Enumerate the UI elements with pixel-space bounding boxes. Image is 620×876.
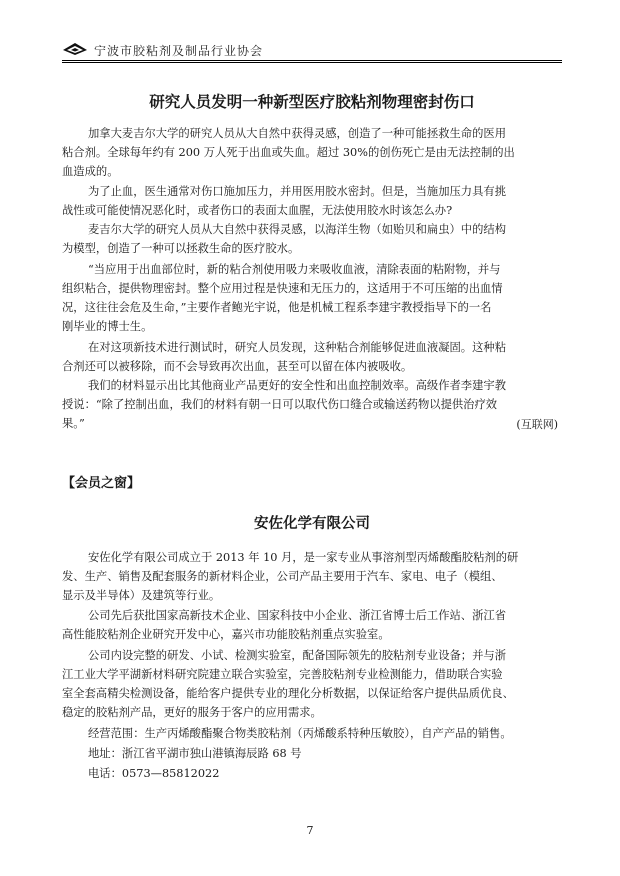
text-line: 电话：0573—85812022 (88, 767, 220, 780)
text-line: 血造成的。 (62, 165, 119, 178)
header-rule-thin (62, 62, 562, 63)
text-line: 发、生产、销售及配套服务的新材料企业，公司产品主要用于汽车、家电、电子（模组、 (62, 570, 503, 583)
article-paragraph-2 (62, 182, 562, 220)
company-business-scope (62, 724, 562, 743)
company-paragraph-1 (62, 548, 562, 605)
text-line: 麦吉尔大学的研究人员从大自然中获得灵感，以海洋生物（如贻贝和扁虫）中的结构 (88, 223, 506, 236)
text-line: 显示及半导体）及建筑等行业。 (62, 589, 221, 602)
company-title: 安佐化学有限公司 (254, 516, 370, 532)
text-line: 合剂还可以被移除，而不会导致再次出血，甚至可以留在体内被吸收。 (62, 360, 413, 373)
text-line: 江工业大学平湖新材料研究院建立联合实验室，完善胶粘剂专业检测能力，借助联合实验 (62, 668, 503, 681)
article-source: (互联网) (516, 418, 558, 431)
section-tag: 【会员之窗】 (62, 476, 141, 491)
text-line: 组织粘合，提供物理密封。整个应用过程是快速和无压力的，这适用于不可压缩的出血情 (62, 282, 503, 295)
text-line: 果。” (62, 417, 85, 430)
text-line: 在对这项新技术进行测试时，研究人员发现，这种粘合剂能够促进血液凝固。这种粘 (88, 341, 506, 354)
header-title: 宁波市胶粘剂及制品行业协会 (94, 44, 264, 58)
article-paragraph-6 (62, 376, 562, 433)
text-line: 为模型，创造了一种可以拯救生命的医疗胶水。 (62, 242, 300, 255)
text-line: 授说：“除了控制出血，我们的材料有朝一日可以取代伤口缝合或输送药物以提供治疗效 (62, 398, 498, 411)
article-paragraph-4 (62, 260, 562, 336)
page-header (62, 40, 562, 62)
text-line: 高性能胶粘剂企业研究开发中心，嘉兴市功能胶粘剂重点实验室。 (62, 628, 390, 641)
text-line: 稳定的胶粘剂产品，更好的服务于客户的应用需求。 (62, 706, 322, 719)
text-line: 安佐化学有限公司成立于 2013 年 10 月，是一家专业从事溶剂型丙烯酸酯胶粘剂的研 (88, 551, 519, 564)
text-line: 为了止血，医生通常对伤口施加压力，并用医用胶水密封。但是，当施加压力具有挑 (88, 185, 506, 198)
text-line: 加拿大麦吉尔大学的研究人员从大自然中获得灵感，创造了一种可能拯救生命的医用 (88, 127, 506, 140)
text-line: 公司内设完整的研发、小试、检测实验室，配备国际领先的胶粘剂专业设备；并与浙 (88, 649, 506, 662)
text-line: 公司先后获批国家高新技术企业、国家科技中小企业、浙江省博士后工作站、浙江省 (88, 609, 506, 622)
text-line: 地址：浙江省平湖市独山港镇海辰路 68 号 (88, 747, 302, 760)
text-line: 我们的材料显示出比其他商业产品更好的安全性和出血控制效率。高级作者李建宇教 (88, 379, 506, 392)
text-line: 室全套高精尖检测设备，能给客户提供专业的理化分析数据，以保证给客户提供品质优良、 (62, 687, 514, 700)
text-line: 战性或可能使情况恶化时，或者伤口的表面太血腥，无法使用胶水时该怎么办? (62, 204, 453, 217)
company-paragraph-2 (62, 606, 562, 644)
article-title: 研究人员发明一种新型医疗胶粘剂物理密封伤口 (149, 93, 475, 111)
header-rule (62, 60, 562, 61)
article-paragraph-5 (62, 338, 562, 376)
text-line: “当应用于出血部位时，新的粘合剂使用吸力来吸收血液，清除表面的粘附物，并与 (88, 263, 501, 276)
association-logo-icon (62, 41, 88, 57)
article-paragraph-3 (62, 220, 562, 258)
company-phone (62, 764, 562, 783)
text-line: 粘合剂。全球每年约有 200 万人死于出血或失血。超过 30%的创伤死亡是由无法控制的出 (62, 146, 515, 159)
article-paragraph-1 (62, 124, 562, 181)
company-paragraph-3 (62, 646, 562, 722)
page-number: 7 (306, 824, 314, 837)
text-line: 刚毕业的博士生。 (62, 320, 153, 333)
text-line: 经营范围：生产丙烯酸酯聚合物类胶粘剂（丙烯酸系特种压敏胶），自产产品的销售。 (88, 727, 512, 740)
company-address (62, 744, 562, 763)
text-line: 况，这往往会危及生命，”主要作者鲍光宇说，他是机械工程系李建宇教授指导下的一名 (62, 301, 492, 314)
